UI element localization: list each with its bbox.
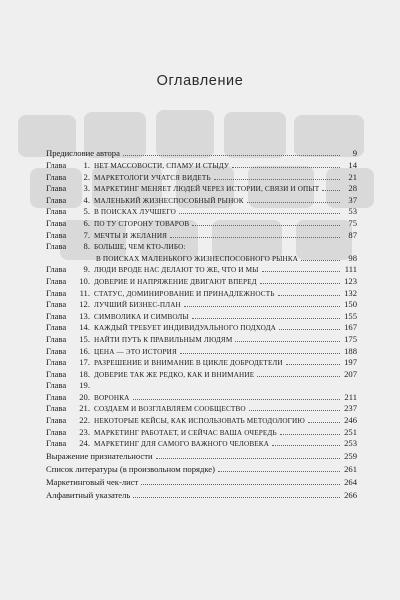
page-number: 197	[344, 357, 357, 368]
toc-entry	[46, 438, 357, 450]
chapter-number: 3.	[83, 183, 90, 194]
dot-leader	[308, 422, 340, 423]
chapter-number: 22.	[79, 415, 90, 426]
chapter-label: Глава	[46, 183, 67, 194]
toc-entry	[46, 276, 357, 288]
chapter-label: Глава	[46, 415, 67, 426]
chapter-label: Глава	[46, 438, 67, 449]
dot-leader	[179, 213, 340, 214]
page-number: 211	[344, 391, 357, 402]
toc-entry	[46, 183, 357, 195]
chapter-label: Глава	[46, 322, 67, 333]
page-number: 155	[344, 310, 357, 321]
toc-entry	[46, 253, 357, 265]
toc-entry-title: СТАТУС, ДОМИНИРОВАНИЕ И ПРИНАДЛЕЖНОСТЬ	[94, 289, 275, 298]
toc-entry	[46, 392, 357, 404]
toc-entry	[46, 415, 357, 427]
dot-leader	[170, 237, 340, 238]
toc-entry-title: ДОВЕРИЕ ТАК ЖЕ РЕДКО, КАК И ВНИМАНИЕ	[94, 370, 255, 379]
dot-leader	[260, 283, 340, 284]
toc-entry-title: Алфавитный указатель	[46, 489, 131, 500]
chapter-number: 2.	[83, 171, 90, 182]
page-number: 207	[344, 368, 357, 379]
toc-entry-title: ЛЮДИ ВРОДЕ НАС ДЕЛАЮТ ТО ЖЕ, ЧТО И МЫ	[94, 266, 259, 275]
toc-entry	[46, 369, 357, 381]
page-number: 87	[348, 229, 357, 240]
chapter-number: 15.	[79, 333, 90, 344]
toc-entry	[46, 334, 357, 346]
dot-leader	[192, 225, 340, 226]
page-number: 111	[344, 264, 357, 275]
dot-leader	[286, 364, 340, 365]
toc-entry	[46, 172, 357, 184]
toc-entry-title: Предисловие автора	[46, 148, 120, 158]
dot-leader	[232, 167, 340, 168]
toc-entry	[46, 450, 357, 463]
page-number: 75	[348, 217, 357, 228]
page-number: 123	[344, 275, 357, 286]
toc-entry	[46, 322, 357, 334]
dot-leader	[301, 260, 340, 261]
chapter-label: Глава	[46, 357, 67, 368]
dot-leader	[262, 271, 340, 272]
dot-leader	[133, 399, 341, 400]
toc-entry-title: МАРКЕТИНГ МЕНЯЕТ ЛЮДЕЙ ЧЕРЕЗ ИСТОРИИ, СВЯЗИ И ОПЫТ	[94, 185, 320, 194]
chapter-number: 10.	[79, 275, 90, 286]
chapter-number: 8.	[83, 241, 90, 252]
chapter-number: 6.	[83, 217, 90, 228]
page-number: 9	[352, 148, 357, 158]
page-number: 132	[344, 287, 357, 298]
chapter-label: Глава	[46, 206, 67, 217]
toc-entry-title: РАЗРЕШЕНИЕ И ВНИМАНИЕ В ЦИКЛЕ ДОБРОДЕТЕЛИ	[94, 359, 283, 368]
chapter-label: Глава	[46, 217, 67, 228]
toc-entry-title: ЦЕНА — ЭТО ИСТОРИЯ	[94, 347, 177, 356]
page-number: 175	[344, 333, 357, 344]
dot-leader	[214, 179, 340, 180]
page-number: 188	[344, 345, 357, 356]
toc-entry	[46, 241, 357, 253]
chapter-label: Глава	[46, 391, 67, 402]
toc-entry	[46, 380, 357, 392]
toc-entry	[46, 346, 357, 358]
toc-entry	[46, 357, 357, 369]
toc-entry	[46, 230, 357, 242]
toc-entry	[46, 476, 357, 489]
chapter-number: 20.	[79, 391, 90, 402]
page-number: 98	[348, 252, 357, 263]
chapter-number: 14.	[79, 322, 90, 333]
chapter-number: 5.	[83, 206, 90, 217]
toc-entry	[46, 195, 357, 207]
chapter-label: Глава	[46, 160, 67, 170]
table-of-contents	[46, 147, 357, 502]
page-number: 253	[344, 438, 357, 449]
dot-leader	[249, 410, 340, 411]
chapter-label: Глава	[46, 426, 67, 437]
toc-entry-title: БОЛЬШЕ, ЧЕМ КТО-ЛИБО:	[94, 243, 186, 252]
chapter-number: 19.	[79, 380, 90, 391]
chapter-number: 17.	[79, 357, 90, 368]
toc-entry-title: ВОРОНКА	[94, 393, 130, 402]
page-number: 14	[348, 160, 357, 170]
chapter-label: Глава	[46, 380, 67, 391]
chapter-label: Глава	[46, 264, 67, 275]
chapter-label: Глава	[46, 171, 67, 182]
page-number: 150	[344, 299, 357, 310]
dot-leader	[257, 376, 340, 377]
page-number: 259	[344, 450, 357, 461]
toc-entry	[46, 403, 357, 415]
chapter-label: Глава	[46, 368, 67, 379]
chapter-label: Глава	[46, 194, 67, 205]
chapter-number: 13.	[79, 310, 90, 321]
chapter-number: 7.	[83, 229, 90, 240]
toc-entry-title: НЕКОТОРЫЕ КЕЙСЫ, КАК ИСПОЛЬЗОВАТЬ МЕТОДОЛОГИЮ	[94, 417, 305, 426]
toc-entry	[46, 147, 357, 160]
chapter-label: Глава	[46, 333, 67, 344]
toc-entry	[46, 264, 357, 276]
toc-entry	[46, 299, 357, 311]
chapter-label: Глава	[46, 241, 67, 252]
toc-entry	[46, 218, 357, 230]
toc-entry-title: В ПОИСКАХ МАЛЕНЬКОГО ЖИЗНЕСПОСОБНОГО РЫНКА	[96, 254, 299, 263]
toc-entry	[46, 206, 357, 218]
chapter-label: Глава	[46, 403, 67, 414]
toc-entry-title: ДОВЕРИЕ И НАПРЯЖЕНИЕ ДВИГАЮТ ВПЕРЕД	[94, 277, 257, 286]
toc-entry	[46, 160, 357, 172]
dot-leader	[218, 471, 340, 472]
chapter-number: 1.	[83, 160, 90, 170]
dot-leader	[141, 484, 340, 485]
toc-entry	[46, 288, 357, 300]
page-number: 21	[348, 171, 357, 182]
toc-entry-title: СОЗДАЕМ И ВОЗГЛАВЛЯЕМ СООБЩЕСТВО	[94, 405, 246, 414]
dot-leader	[180, 353, 340, 354]
toc-entry-title: Список литературы (в произвольном порядке)	[46, 463, 215, 474]
page-number: 237	[344, 403, 357, 414]
page-number: 266	[344, 489, 357, 500]
toc-entry-title: ПО ТУ СТОРОНУ ТОВАРОВ	[94, 219, 190, 228]
toc-entry	[46, 463, 357, 476]
chapter-number: 9.	[83, 264, 90, 275]
toc-entry	[46, 489, 357, 502]
toc-entry-title: Маркетинговый чек-лист	[46, 476, 139, 487]
toc-entry-title: НЕТ МАССОВОСТИ, СПАМУ И СТЫДУ	[94, 162, 230, 170]
page-number: 251	[344, 426, 357, 437]
dot-leader	[192, 318, 340, 319]
toc-entry	[46, 427, 357, 439]
dot-leader	[280, 434, 340, 435]
dot-leader	[156, 458, 340, 459]
chapter-label: Глава	[46, 299, 67, 310]
chapter-label: Глава	[46, 287, 67, 298]
toc-entry-title: СИМВОЛИКА И СИМВОЛЫ	[94, 312, 189, 321]
page-number: 53	[348, 206, 357, 217]
chapter-label: Глава	[46, 229, 67, 240]
chapter-number: 4.	[83, 194, 90, 205]
chapter-number: 18.	[79, 368, 90, 379]
toc-entry	[46, 311, 357, 323]
page-title: Оглавление	[156, 73, 244, 89]
dot-leader	[272, 445, 340, 446]
chapter-number: 11.	[79, 287, 90, 298]
page-number: 264	[344, 476, 357, 487]
chapter-number: 16.	[79, 345, 90, 356]
chapter-label: Глава	[46, 275, 67, 286]
dot-leader	[184, 306, 340, 307]
chapter-number: 23.	[79, 426, 90, 437]
page-number: 167	[344, 322, 357, 333]
toc-entry-title: МАРКЕТИНГ РАБОТАЕТ, И СЕЙЧАС ВАША ОЧЕРЕДЬ	[94, 428, 277, 437]
toc-entry-title: ЛУЧШИЙ БИЗНЕС-ПЛАН	[94, 301, 181, 310]
toc-entry-title: Выражение признательности	[46, 450, 153, 461]
dot-leader	[235, 341, 340, 342]
page-number: 37	[348, 194, 357, 205]
chapter-label: Глава	[46, 345, 67, 356]
dot-leader	[247, 202, 340, 203]
toc-entry-title: НАЙТИ ПУТЬ К ПРАВИЛЬНЫМ ЛЮДЯМ	[94, 335, 233, 344]
toc-entry-title: МАРКЕТИНГ ДЛЯ САМОГО ВАЖНОГО ЧЕЛОВЕКА	[94, 440, 270, 449]
toc-entry-title: МЕЧТЫ И ЖЕЛАНИЯ	[94, 231, 168, 240]
dot-leader	[279, 329, 340, 330]
dot-leader	[123, 155, 340, 156]
toc-entry-title: МАРКЕТОЛОГИ УЧАТСЯ ВИДЕТЬ	[94, 173, 211, 182]
dot-leader	[278, 295, 340, 296]
chapter-number: 21.	[79, 403, 90, 414]
chapter-number: 12.	[79, 299, 90, 310]
toc-entry-title: КАЖДЫЙ ТРЕБУЕТ ИНДИВИДУАЛЬНОГО ПОДХОДА	[94, 324, 276, 333]
toc-entry-title: В ПОИСКАХ ЛУЧШЕГО	[94, 208, 176, 217]
page-number: 28	[348, 183, 357, 194]
chapter-number: 24.	[79, 438, 90, 449]
dot-leader	[322, 190, 340, 191]
toc-entry-title: МАЛЕНЬКИЙ ЖИЗНЕСПОСОБНЫЙ РЫНОК	[94, 196, 244, 205]
page-number: 261	[344, 463, 357, 474]
page-number: 246	[344, 415, 357, 426]
chapter-label: Глава	[46, 310, 67, 321]
dot-leader	[133, 497, 340, 498]
